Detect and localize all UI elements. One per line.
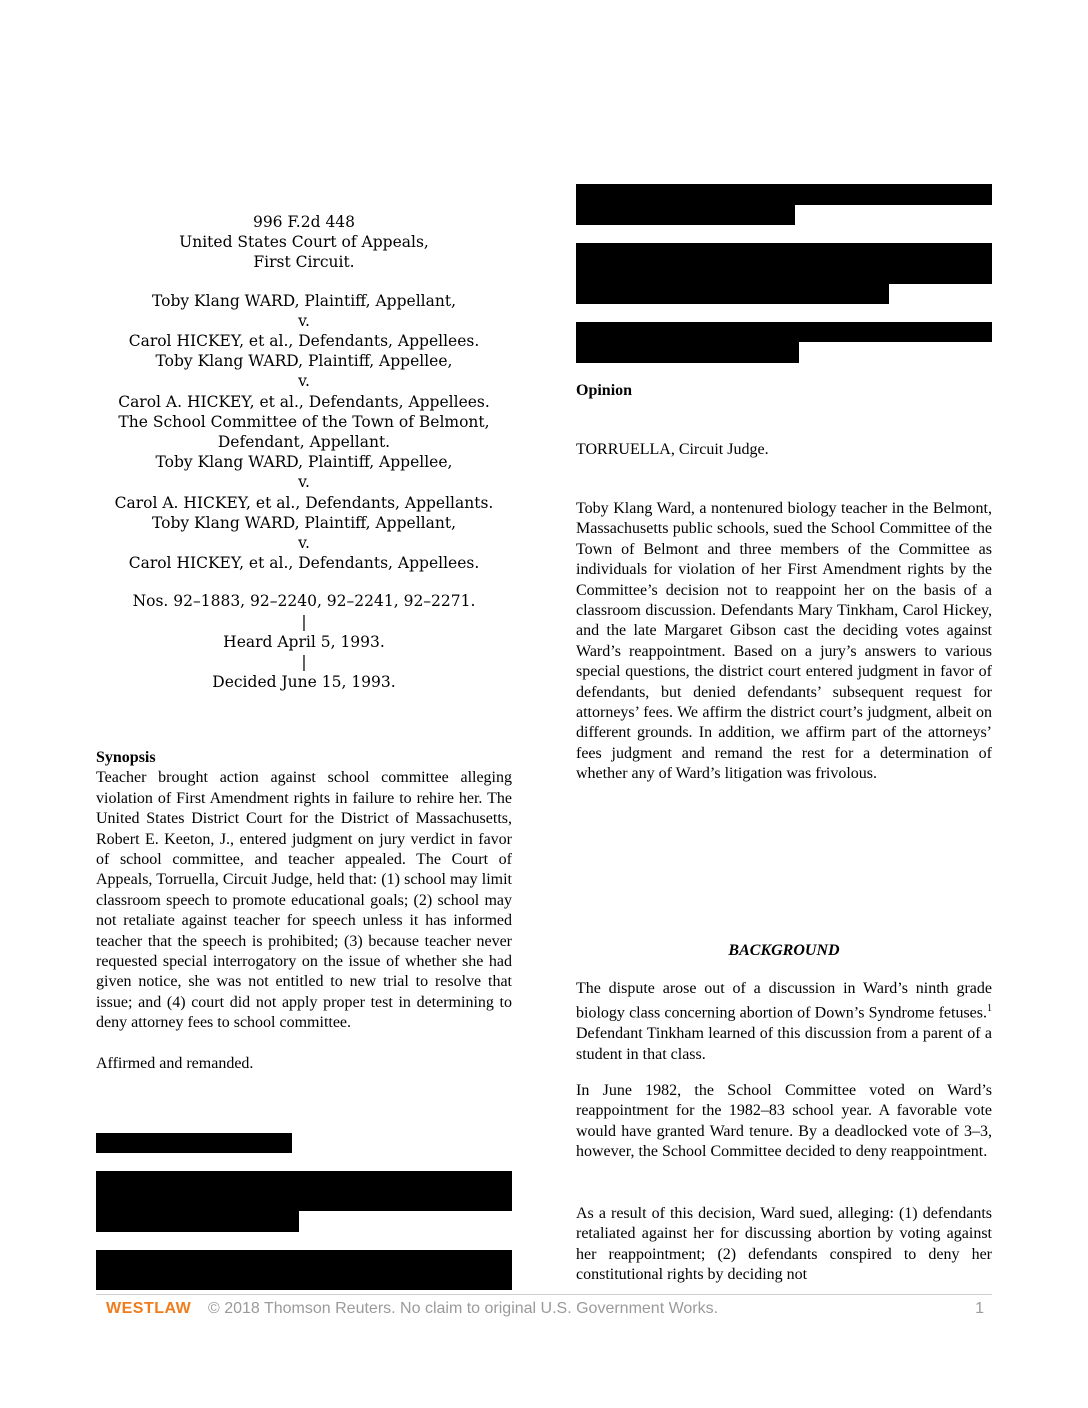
judge-line: TORRUELLA, Circuit Judge. xyxy=(576,441,769,458)
party-line: v. xyxy=(298,311,310,330)
synopsis-section xyxy=(96,748,512,1074)
citation: 996 F.2d 448 xyxy=(252,213,356,231)
party-line: Toby Klang WARD, Plaintiff, Appellant, xyxy=(151,291,456,310)
case-caption xyxy=(96,212,512,692)
paragraph-text: The dispute arose out of a discussion in Ward’s ninth grade biology class concerning abortion of Down’s Syndrome fetuses. xyxy=(576,980,992,1022)
court-name: United States Court of Appeals, xyxy=(179,233,429,252)
heard-date: Heard April 5, 1993. xyxy=(223,632,385,651)
circuit-name: First Circuit. xyxy=(253,253,355,272)
page-number: 1 xyxy=(975,1300,984,1317)
party-line: Carol HICKEY, et al., Defendants, Appellees. xyxy=(128,554,480,573)
party-line: Toby Klang WARD, Plaintiff, Appellee, xyxy=(155,453,453,472)
redaction-block xyxy=(96,1250,512,1270)
opinion-paragraph-4: As a result of this decision, Ward sued, alleging: (1) defendants retaliated against her for discussing abortion by voting against her reappointment; (2) defendants conspired to deny her constitutional rights by deciding not xyxy=(576,1205,992,1284)
synopsis-result: Affirmed and remanded. xyxy=(96,1054,254,1072)
opinion-paragraph-2 xyxy=(576,979,992,1065)
separator: | xyxy=(301,612,307,631)
opinion-heading: Opinion xyxy=(576,382,633,399)
redaction-block xyxy=(96,1171,512,1191)
paragraph-text: Defendant Tinkham learned of this discussion from a parent of a student in that class. xyxy=(576,1025,992,1063)
separator: | xyxy=(301,652,307,671)
westlaw-logo: WESTLAW xyxy=(106,1300,192,1317)
opinion-paragraph-3: In June 1982, the School Committee voted on Ward’s reappointment for the 1982–83 school year. A favorable vote would have granted Ward tenure. By a deadlocked vote of 3–3, however, the School Committee decided to deny reappointment. xyxy=(576,1082,992,1161)
party-line: The School Committee of the Town of Belmont, xyxy=(118,412,490,431)
redaction-block xyxy=(576,263,992,284)
redaction-block xyxy=(96,1191,512,1211)
party-line: Carol A. HICKEY, et al., Defendants, Appellants. xyxy=(114,493,494,512)
decided-date: Decided June 15, 1993. xyxy=(212,672,396,691)
redaction-block xyxy=(96,1270,512,1290)
page-footer xyxy=(96,1300,992,1322)
party-line: v. xyxy=(298,372,310,391)
synopsis-body: Teacher brought action against school committee alleging violation of First Amendment rights in failure to rehire her. The United States District Court for the District of Massachusetts, Robert E. Keeton, J., entered judgment on jury verdict in favor of school committee, and teacher appealed. The Court of Appeals, Torruella, Circuit Judge, held that: (1) school may limit classroom speech to promote educational goals; (2) school may not retaliate against teacher for speech unless it has informed teacher that the speech is prohibited; (3) because teacher never requested special interrogatory on the issue of whether she had given notice, she was not entitled to new trial to resolve that issue; and (4) court did not apply proper test in determining to deny attorney fees to school committee. xyxy=(96,769,512,1032)
redaction-block xyxy=(96,1211,299,1232)
party-line: Carol HICKEY, et al., Defendants, Appellees. xyxy=(128,332,480,351)
redaction-block xyxy=(576,184,992,205)
redaction-block xyxy=(96,1133,292,1153)
opinion-paragraph-1: Toby Klang Ward, a nontenured biology teacher in the Belmont, Massachusetts public schools, sued the School Committee of the Town of Belmont and three members of the Committee as individuals for violation of her First Amendment rights by the Committee’s decision not to reappoint her on the basis of a classroom discussion. Defendants Mary Tinkham, Carol Hickey, and the late Margaret Gibson cast the deciding votes against Ward’s reappointment. Based on a jury’s answers to various special questions, the district court entered judgment in favor of defendants, but denied defendants’ subsequent request for attorneys’ fees. We affirm the district court’s judgment, albeit on different grounds. In addition, we affirm part of the attorneys’ fees judgment and remand the rest for a determination of whether any of Ward’s litigation was frivolous. xyxy=(576,500,992,783)
party-line: v. xyxy=(298,534,310,553)
party-line: v. xyxy=(298,473,310,492)
redaction-block xyxy=(576,342,799,363)
synopsis-heading: Synopsis xyxy=(96,749,156,766)
party-line: Toby Klang WARD, Plaintiff, Appellee, xyxy=(155,352,453,371)
redaction-block xyxy=(576,284,889,304)
copyright-notice: © 2018 Thomson Reuters. No claim to original U.S. Government Works. xyxy=(208,1300,719,1317)
party-line: Carol A. HICKEY, et al., Defendants, Appellees. xyxy=(118,392,490,411)
redaction-block xyxy=(576,243,992,263)
docket-numbers: Nos. 92–1883, 92–2240, 92–2241, 92–2271. xyxy=(132,592,476,611)
party-line: Toby Klang WARD, Plaintiff, Appellant, xyxy=(151,513,456,532)
footnote-link[interactable]: 1 xyxy=(987,1003,992,1015)
footer-divider xyxy=(96,1294,992,1295)
redaction-block xyxy=(576,322,992,342)
party-line: Defendant, Appellant. xyxy=(217,433,391,452)
background-heading: BACKGROUND xyxy=(728,942,840,959)
redaction-block xyxy=(576,205,795,225)
